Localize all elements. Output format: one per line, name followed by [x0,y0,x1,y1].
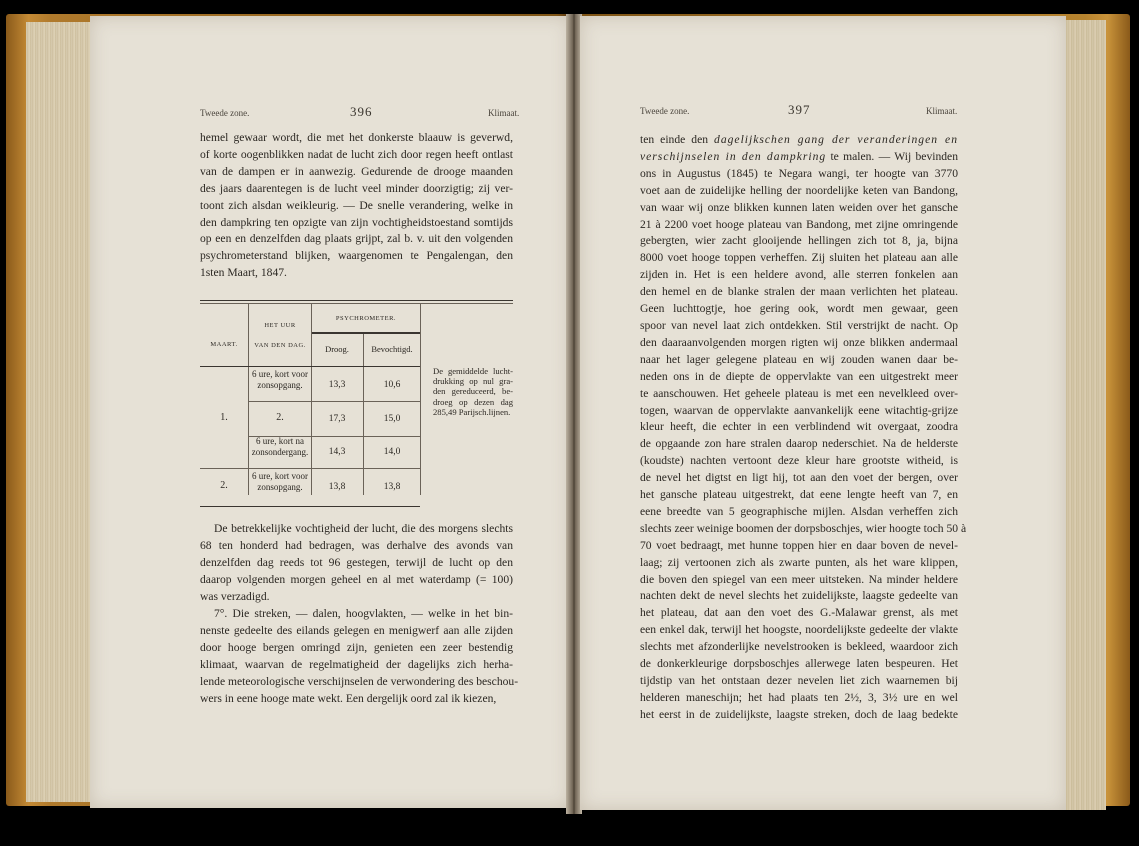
th-uur-2: VAN DEN DAG. [254,342,306,349]
text-line: nenste gedeelte des eilands gelegen en menigwerf aan alle zijden [200,623,513,637]
text-line: hemel gewaar wordt, die met het donkerste blaauw is geverwd, [200,131,513,144]
right-page-number: 397 [788,102,811,117]
text-line: toont zich alsdan weikleurig. — De snelle verandering, welke in [200,198,513,212]
left-paragraph-3 [200,606,519,707]
text-line: van de dampen er in aanwezig. Gedurende de drooge maanden [200,164,513,178]
text-line: 68 ten honderd had bedragen, was derhalve des avonds van [200,538,513,552]
text-line: nachten dekt de nevel slechts het zuidelijkste, laagste gedeelte van [640,589,958,603]
row4-time: 6 ure, kort voor zonsopgang. [252,471,308,492]
text-line: 21 à 2200 voet hooge plateau van Bandong, met zijne omringende [640,217,958,231]
text-line: slechts met afzonderlijke nevelstrooken is bekleed, waardoor zich [640,640,958,654]
th-maart: MAART. [210,341,238,348]
row2-droog: 17,3 [328,414,346,424]
text-line: eene breedte van 5 geographische mijlen. Alsdan verheffen zich [640,504,958,518]
text-line: laag; zij vertoonen zich als zwarte punten, als het ware klippen, [640,555,958,569]
text-line: of korte oogenblikken nadat de lucht zich door regen heeft ontlast [200,147,513,161]
th-psychrometer: PSYCHROMETER. [335,315,397,322]
text-line: denzelfden dag reeds tot 96 gestegen, terwijl de lucht op den [200,555,513,569]
row3-bevocht: 14,0 [383,447,401,457]
right-running-head-left: Tweede zone. [640,106,690,116]
text-line: wers in eene hooge mate wekt. Een dergelijk oord zal ik kiezen, [200,691,497,705]
left-page-number: 396 [350,104,373,119]
text-line: (koudste) nachten vertoont deze kleur hare grootste witheid, is [640,454,958,468]
right-body-text [640,132,967,724]
row1-time: 6 ure, kort voor zonsopgang. [252,369,308,390]
th-bevochtigd: Bevochtigd. [371,344,413,354]
text-line: den hemel en de blanke stralen der maan verlichten het plateau. [640,285,958,299]
text-line: het plateau, dat aan den voet des G.-Malawar grenst, als met [640,606,958,620]
text-line: den dampkring ten opzigte van zijn vochtigheidstoestand somtijds [200,215,513,229]
left-paragraph-1 [200,130,513,282]
text-line: klimaat, waarvan de regelmatigheid der dagelijks zich herha- [200,657,513,671]
text-line: 70 voet bedraagt, met hunne toppen hier en daar boven de nevel- [640,538,958,552]
text-line: door hooge bergen omringd zijn, genieten een zeer bestendig [200,640,513,654]
text-line: te aanschouwen. Het geheele plateau is met een nevelkleed over- [640,386,958,400]
text-line: de opgaande zon hare stralen daarop nederschiet. Na de helderste [640,437,958,451]
text-line: was verzadigd. [200,589,270,603]
row2-time: 2. [276,412,284,423]
right-page-edges [1062,20,1106,810]
text-line: zijden in. Het is een heldere avond, alle sterren fonkelen aan [640,268,958,282]
table-note: De gemiddelde lucht-drukking op nul gra-den gereduceerd, be-droeg op dezen dag 285,49 Parijsch.lijnen. [433,366,513,417]
th-uur-1: HET UUR [264,322,296,329]
right-page [580,16,1066,810]
text-line: 1sten Maart, 1847. [200,266,287,280]
left-running-head-right: Klimaat. [488,108,520,118]
row1-bevocht: 10,6 [383,380,401,390]
text-line: de donkerkleurige dorpsboschjes allerwege laten bespeuren. Het [640,657,958,671]
row2-bevocht: 15,0 [383,414,401,424]
left-paragraph-2 [200,521,513,606]
text-line: lende meteorologische verschijnselen de verwondering des beschou- [200,674,519,688]
text-line: ons in Augustus (1845) te Negara wangi, ter hoogte van 3770 [640,166,958,180]
row2-day: 1. [220,412,228,423]
text-line: De betrekkelijke vochtigheid der lucht, die des morgens slechts [214,522,513,535]
text-line: een enkel dak, terwijl het hoogste, noordelijkste gedeelte der vlakte [640,623,958,637]
row4-bevocht: 13,8 [383,482,401,492]
text-line: helderen maneschijn; het had plaats ten 2½, 3, 3½ ure en wel [640,690,958,704]
text-line: die boven den spiegel van een meer uitsteken. Na minder heldere [640,572,958,586]
text-line: gebergten, wier zacht glooijende hellingen zich tot 8, ja, bijna [640,234,958,248]
text-line: 7°. Die streken, — dalen, hoogvlakten, — welke in het bin- [214,607,513,620]
right-line-2: verschijnselen in den dampkring te malen. — Wij bevinden [640,149,958,163]
text-line: spoor van nevel laat zich ontdekken. Stil verstrijkt de nacht. Op [640,318,958,332]
right-line-1: ten einde den dagelijkschen gang der veranderingen en [640,133,958,146]
text-line: op een en denzelfden dag plaats grijpt, zal b. v. uit den volgenden [200,232,513,246]
text-line: 8000 voet hooge toppen verheffen. Zij sluiten het plateau aan alle [640,251,958,265]
left-page [90,16,570,808]
text-line: naar het lager gelegene plateau en wij zouden wanen daar be- [640,352,958,366]
text-line: het gansche plateau uitgestrekt, dat eene lengte heeft van 7, en [640,488,958,502]
row4-droog: 13,8 [328,482,346,492]
text-line: neden ons in de diepte de oppervlakte van een uitgestrekt meer [640,369,958,383]
text-line: kleur heeft, die echter in een verblindend wit overgaat, zoodra [640,420,958,434]
text-line: tijdstip van het ontstaan dezer nevelen liet zich waarnemen bij [640,674,958,687]
text-line: psychrometerstand blijken, waargenomen te Pengalengan, den [200,249,513,263]
row1-droog: 13,3 [328,380,346,390]
text-line: togen, waarvan de oppervlakte aanvankelijk eene witachtig-grijze [640,403,958,417]
text-line: Geen luchttogtje, hoe gering ook, wordt men gewaar, geen [640,302,958,316]
text-line: het eerst in de zuidelijkste, laagste streken, doch de laag bedekte [640,707,958,721]
row3-time: 6 ure, kort na zonsondergang. [251,436,309,457]
text-line: van waar wij onze blikken kunnen laten weiden over het gansche [640,200,958,214]
text-line: daarop volgenden morgen geheel en al met waterdamp (= 100) [200,572,513,586]
th-droog: Droog. [325,344,349,354]
text-line: voet aan de zuidelijke helling der noordelijke keten van Bandong, [640,183,958,197]
text-line: de nevel het digtst en ligt hij, tot aan den voet der bergen, over [640,471,958,485]
text-line: des jaars daarentegen is de lucht veel minder doorzigtig; zij ver- [200,181,513,195]
row4-day: 2. [220,480,228,491]
row3-droog: 14,3 [328,447,346,457]
right-running-head-right: Klimaat. [926,106,958,116]
text-line: den daaraanvolgenden morgen rigten wij onze blikken andermaal [640,335,958,349]
left-page-edges [26,22,92,802]
left-running-head-left: Tweede zone. [200,108,250,118]
text-line: slechts zeer weinige boomen der dorpsboschjes, wier hoogte toch 50 à [640,521,967,535]
